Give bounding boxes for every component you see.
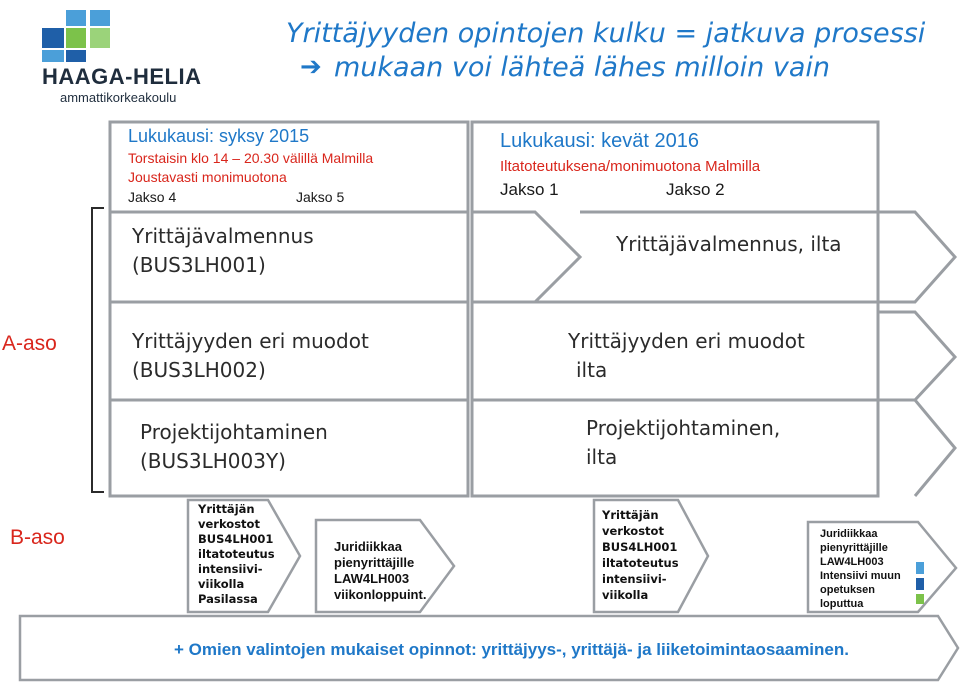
b-spring-law-line3: LAW4LH003 [820, 556, 884, 568]
b-autumn-law-line2: pienyrittäjille [334, 555, 415, 570]
b-spring-network-line1: Yrittäjän [602, 508, 659, 522]
autumn-mode: Joustavasti monimuotona [128, 169, 287, 185]
spring-row3-chevron [878, 400, 955, 496]
level-b-label: B-aso [10, 526, 65, 549]
spring-period-b: Jakso 2 [666, 180, 725, 199]
b-autumn-network-line5: intensiivi- [198, 562, 263, 576]
autumn-course-3-code: (BUS3LH003Y) [140, 449, 286, 473]
spring-period-a: Jakso 1 [500, 180, 559, 199]
a-level-bracket [92, 208, 104, 492]
b-spring-network-line5: intensiivi- [602, 572, 667, 586]
b-spring-network-line6: viikolla [602, 588, 649, 602]
b-autumn-network-line3: BUS4LH001 [198, 532, 274, 546]
logo-name: HAAGA-HELIA [42, 64, 202, 89]
b-spring-law-line2: pienyrittäjille [820, 542, 888, 554]
autumn-course-3-name: Projektijohtaminen [140, 420, 328, 444]
b-autumn-network-line7: Pasilassa [198, 592, 258, 606]
b-spring-law-line5: opetuksen [820, 584, 876, 596]
b-autumn-law-line4: viikonloppuint. [334, 587, 427, 602]
spring-row1-chevron [472, 212, 580, 302]
spring-row2-chevron [878, 312, 955, 400]
spring-schedule: Iltatoteutuksena/monimuotona Malmilla [500, 158, 761, 175]
b-spring-law-line1: Juridiikkaa [820, 528, 878, 540]
autumn-semester: Lukukausi: syksy 2015 [128, 126, 310, 146]
spring-course-3-mode: ilta [586, 445, 618, 469]
color-marker-1 [916, 562, 924, 574]
b-spring-network-line2: verkostot [602, 524, 664, 538]
b-autumn-network-line4: iltatoteutus [198, 547, 275, 561]
b-autumn-network-line6: viikolla [198, 577, 245, 591]
autumn-period-b: Jakso 5 [296, 189, 345, 205]
autumn-period-a: Jakso 4 [128, 189, 177, 205]
color-marker-3 [916, 594, 924, 604]
b-autumn-law-line3: LAW4LH003 [334, 571, 410, 586]
page-subtitle: mukaan voi lähteä lähes milloin vain [334, 52, 830, 83]
color-marker-2 [916, 578, 924, 590]
spring-row1-end-chevron [878, 212, 955, 302]
level-a-label: A-aso [2, 332, 57, 355]
b-autumn-network-line1: Yrittäjän [198, 502, 255, 516]
spring-course-2-mode: ilta [576, 358, 608, 382]
b-spring-network-line3: BUS4LH001 [602, 540, 678, 554]
autumn-course-1-code: (BUS3LH001) [132, 253, 266, 277]
b-autumn-law-line1: Juridiikkaa [334, 539, 402, 554]
b-spring-network-line4: iltatoteutus [602, 556, 679, 570]
spring-course-1-name: Yrittäjävalmennus, ilta [616, 232, 842, 256]
spring-course-2-name: Yrittäjyyden eri muodot [568, 329, 805, 353]
autumn-course-2-name: Yrittäjyyden eri muodot [132, 329, 369, 353]
autumn-schedule: Torstaisin klo 14 – 20.30 välillä Malmilla [128, 150, 374, 166]
autumn-course-2-code: (BUS3LH002) [132, 358, 266, 382]
logo-mark [42, 10, 110, 62]
autumn-course-1-name: Yrittäjävalmennus [132, 224, 314, 248]
b-spring-law-line4: Intensiivi muun [820, 570, 901, 582]
b-autumn-network-line2: verkostot [198, 517, 260, 531]
footer-text: + Omien valintojen mukaiset opinnot: yrittäjyys-, yrittäjä- ja liiketoimintaosaaminen. [174, 640, 849, 659]
page-title: Yrittäjyyden opintojen kulku = jatkuva prosessi [286, 18, 926, 49]
spring-semester: Lukukausi: kevät 2016 [500, 130, 700, 152]
title-arrow: ➔ [300, 52, 322, 82]
logo-subtitle: ammattikorkeakoulu [60, 90, 177, 105]
b-spring-law-line6: loputtua [820, 598, 864, 610]
spring-course-3-name: Projektijohtaminen, [586, 416, 781, 440]
